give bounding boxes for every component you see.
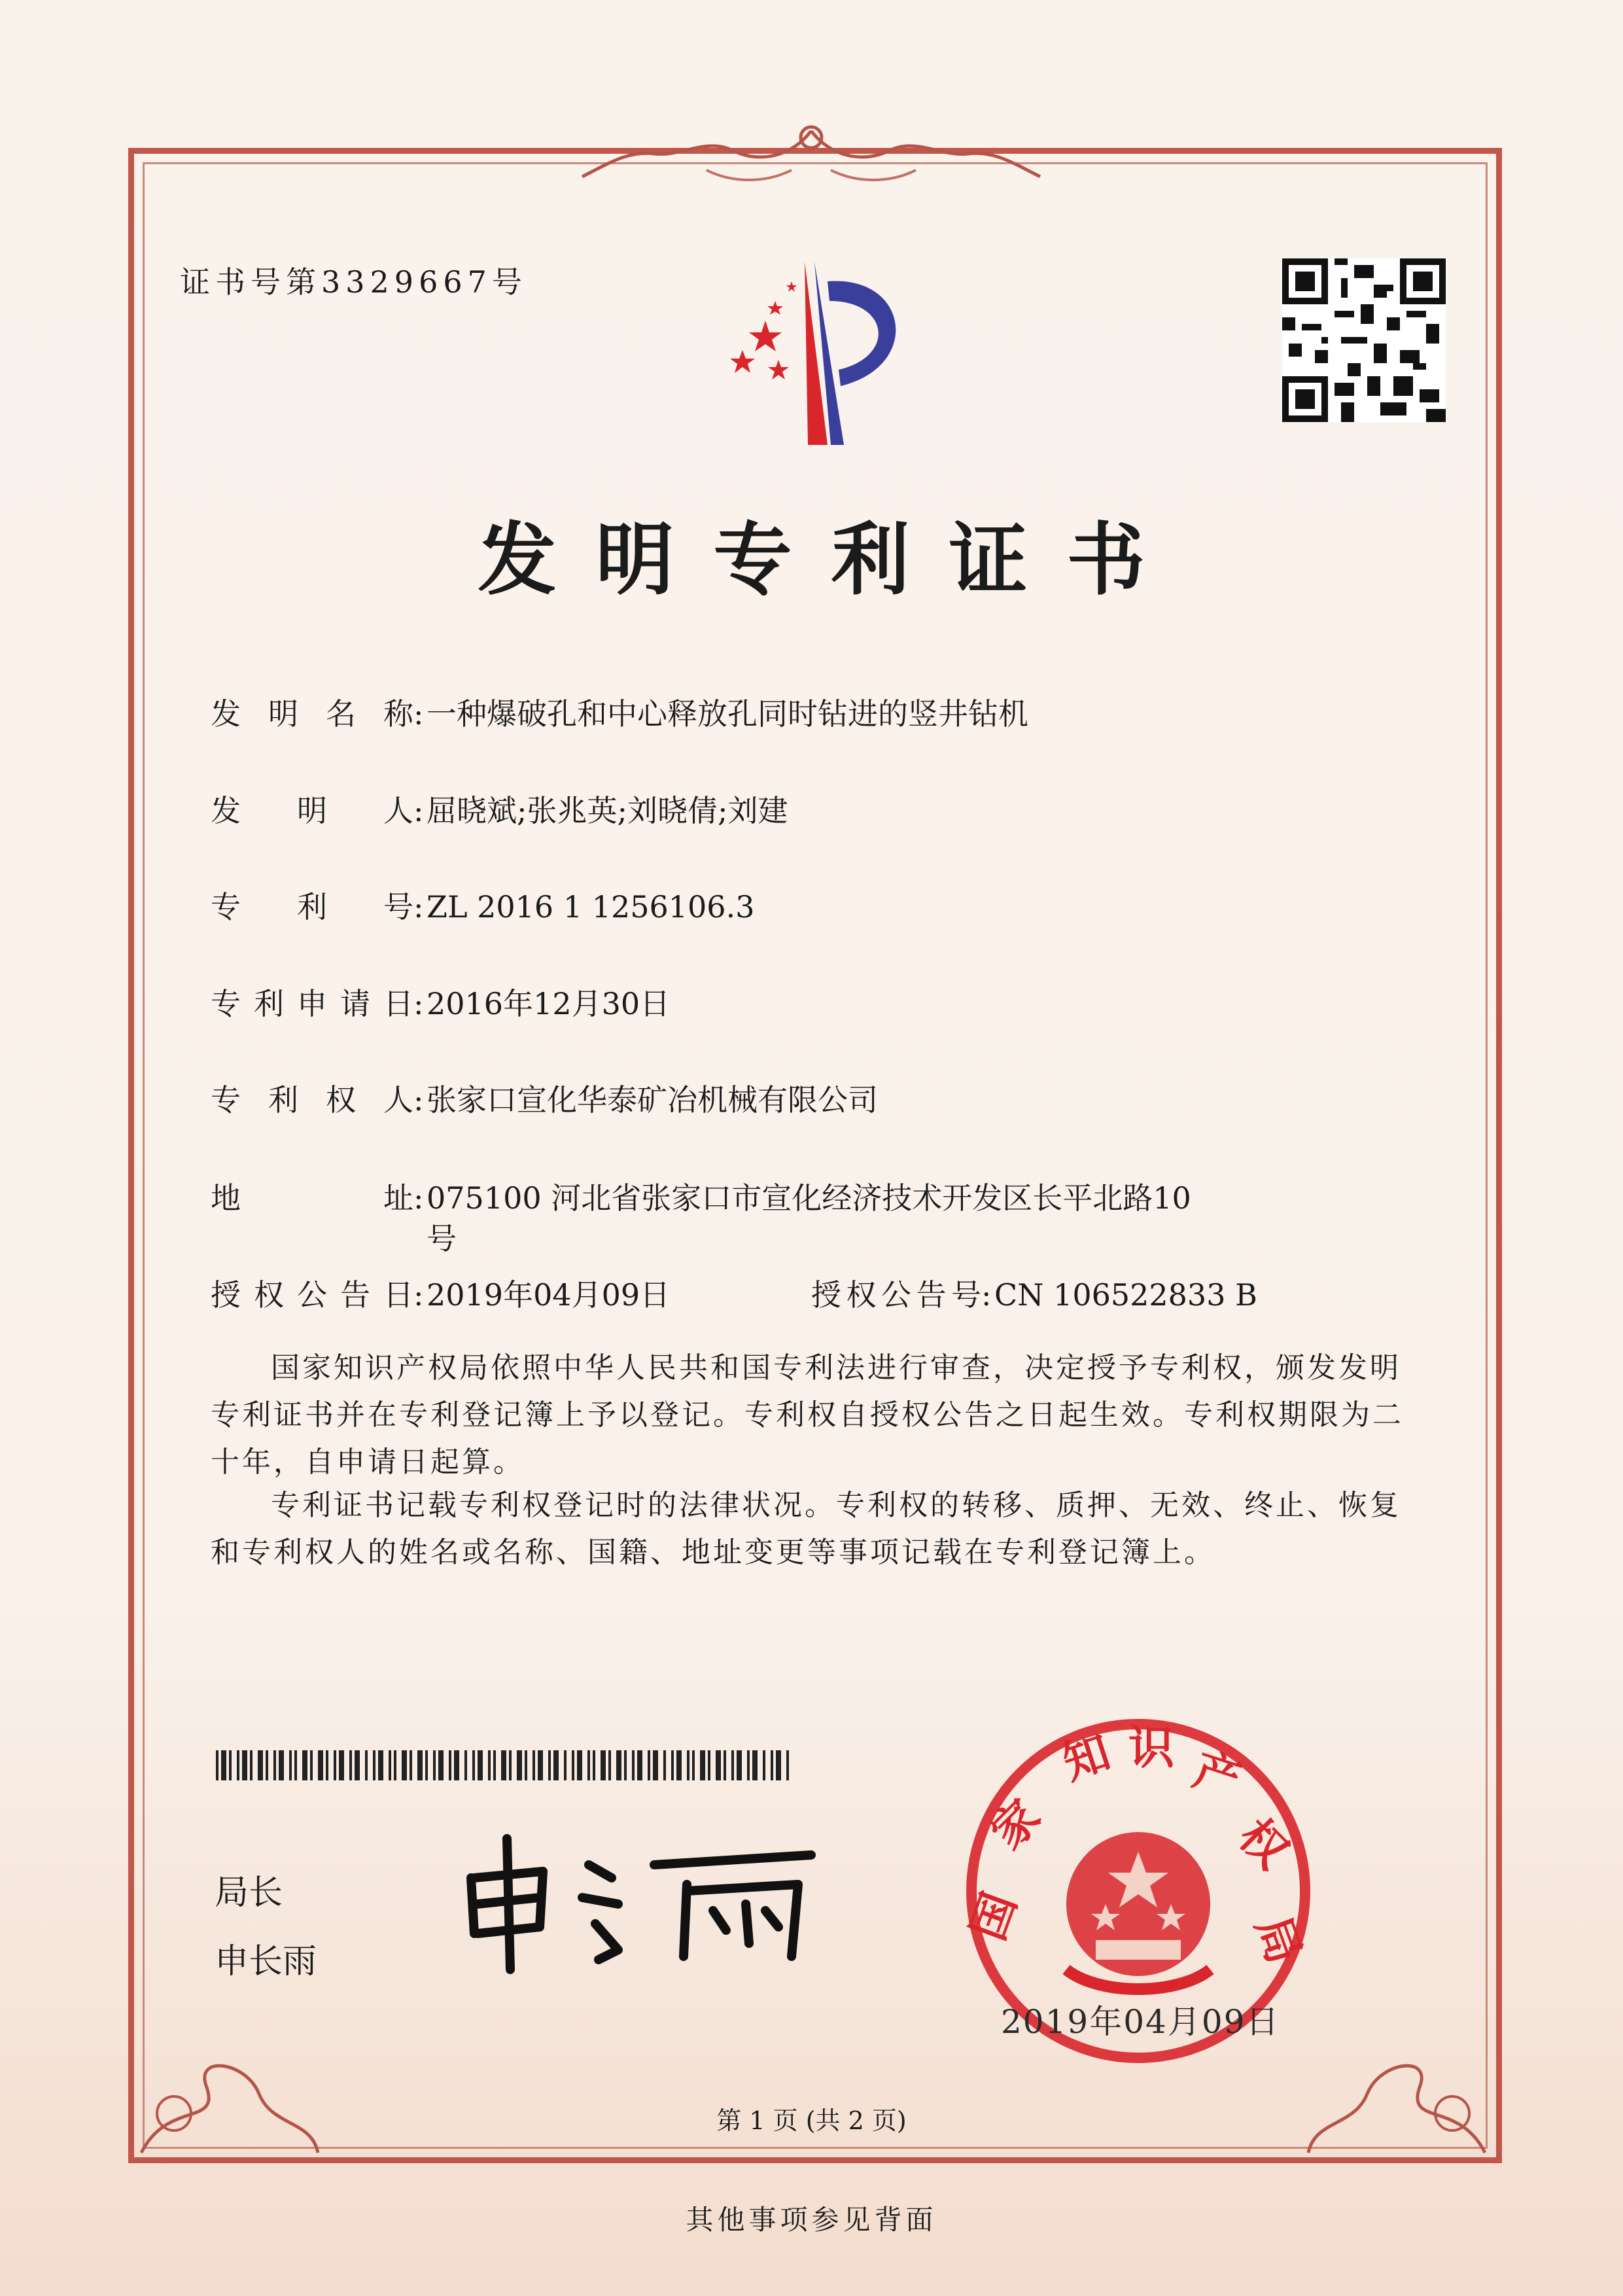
field-filing-date: 专利申请日:2016年12月30日 — [211, 983, 670, 1024]
barcode-icon — [216, 1750, 792, 1780]
svg-text:知: 知 — [1056, 1725, 1117, 1791]
back-note: 其他事项参见背面 — [686, 2204, 937, 2236]
director-name: 申长雨 — [215, 1942, 317, 1981]
patentee-value: 张家口宣化华泰矿冶机械有限公司 — [427, 1082, 878, 1118]
svg-text:产: 产 — [1187, 1742, 1248, 1808]
field-patentee: 专利权人:张家口宣化华泰矿冶机械有限公司 — [211, 1080, 878, 1120]
field-label: 发明人 — [211, 793, 413, 828]
filing-date-value: 2016年12月30日 — [427, 986, 671, 1021]
svg-text:识: 识 — [1128, 1721, 1174, 1775]
page-number: 第 1 页 (共 2 页) — [716, 2106, 907, 2135]
inventors-value: 屈晓斌;张兆英;刘晓倩;刘建 — [427, 793, 788, 828]
svg-text:国: 国 — [960, 1885, 1027, 1947]
statement-paragraph-2: 专利证书记载专利权登记时的法律状况。专利权的转移、质押、无效、终止、恢复和专利权人的姓名或名称、国籍、地址变更等事项记载在专利登记簿上。 — [211, 1489, 1401, 1569]
statement-paragraph-1: 国家知识产权局依照中华人民共和国专利法进行审查，决定授予专利权，颁发发明专利证书并在专利登记簿上予以登记。专利权自授权公告之日起生效。专利权期限为二十年，自申请日起算。 — [211, 1351, 1404, 1479]
seal-date: 2019年04月09日 — [1001, 2003, 1280, 2041]
grant-number-value: CN 106522833 B — [994, 1277, 1257, 1313]
field-label: 专利号 — [211, 889, 413, 925]
field-label: 专利权人 — [211, 1082, 413, 1118]
field-label: 授权公告日 — [211, 1277, 413, 1313]
svg-text:局: 局 — [1246, 1909, 1312, 1971]
patent-number-value: ZL 2016 1 1256106.3 — [427, 889, 755, 925]
qr-code-icon — [1282, 258, 1446, 422]
cnipa-logo-icon — [693, 255, 955, 451]
address-value: 075100 河北省张家口市宣化经济技术开发区长平北路10号 — [427, 1180, 1191, 1256]
bottom-right-ornament — [1302, 2022, 1498, 2166]
field-inventors: 发明人:屈晓斌;张兆英;刘晓倩;刘建 — [211, 790, 788, 831]
field-label: 发明名称 — [211, 696, 413, 732]
field-grant-date: 授权公告日:2019年04月09日 — [211, 1275, 670, 1315]
grant-date-value: 2019年04月09日 — [427, 1277, 671, 1313]
field-address: 地址:075100 河北省张家口市宣化经济技术开发区长平北路10号 — [211, 1178, 1212, 1259]
field-label: 专利申请日 — [211, 986, 413, 1021]
top-ornament — [576, 118, 1047, 196]
field-invention-name: 发明名称:一种爆破孔和中心释放孔同时钻进的竖井钻机 — [211, 694, 1028, 734]
director-title: 局长 — [215, 1873, 283, 1913]
svg-text:家: 家 — [981, 1789, 1051, 1860]
field-grant-number: 授权公告号:CN 106522833 B — [811, 1275, 1257, 1315]
bottom-left-ornament — [128, 2022, 324, 2166]
field-patent-number: 专利号:ZL 2016 1 1256106.3 — [211, 887, 754, 927]
field-label: 授权公告号 — [811, 1277, 981, 1313]
svg-text:权: 权 — [1228, 1809, 1299, 1879]
director-signature — [458, 1819, 824, 1976]
certificate-number: 证书号第3329667号 — [180, 264, 527, 300]
invention-name-value: 一种爆破孔和中心释放孔同时钻进的竖井钻机 — [427, 696, 1028, 732]
field-label: 地址 — [211, 1180, 413, 1216]
certificate-title: 发明专利证书 — [478, 515, 1185, 606]
